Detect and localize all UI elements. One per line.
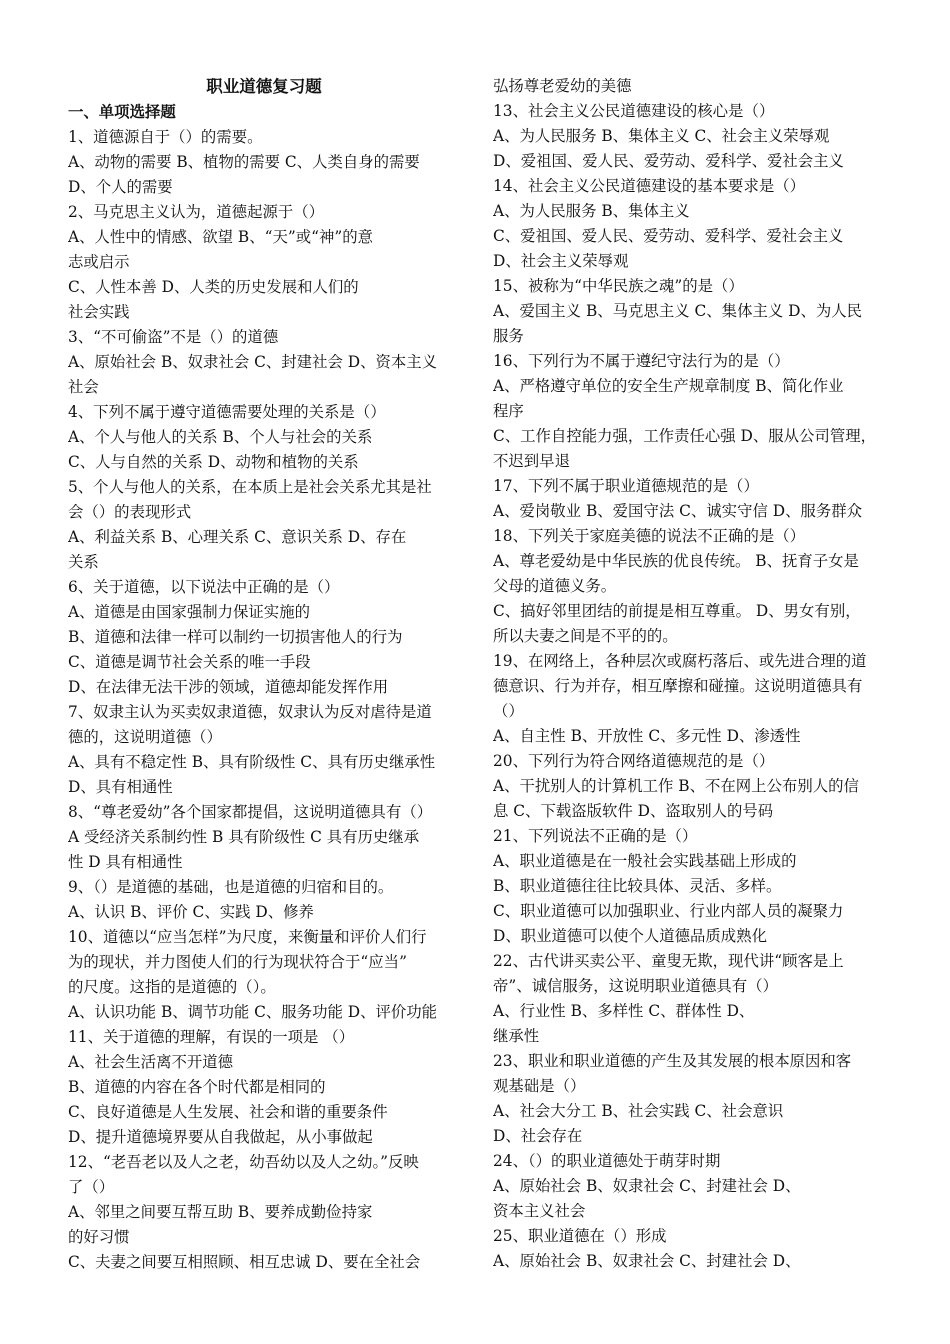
text-line: B、职业道德往往比较具体、灵活、多样。 bbox=[493, 877, 782, 895]
text-line: A、爱岗敬业 B、爱国守法 C、诚实守信 D、服务群众 bbox=[493, 502, 863, 520]
text-line: 9、（）是道德的基础，也是道德的归宿和目的。 bbox=[68, 878, 394, 896]
text-line: 8、“尊老爱幼”各个国家都提倡，这说明道德具有（） bbox=[68, 803, 433, 821]
text-line: 25、职业道德在（）形成 bbox=[493, 1227, 667, 1245]
text-line: C、道德是调节社会关系的唯一手段 bbox=[68, 653, 311, 671]
text-line: 19、在网络上，各种层次或腐朽落后、或先进合理的道 bbox=[493, 652, 867, 670]
text-line: A、具有不稳定性 B、具有阶级性 C、具有历史继承性 bbox=[68, 753, 436, 771]
text-line: A、社会大分工 B、社会实践 C、社会意识 bbox=[493, 1102, 784, 1120]
text-line: 服务 bbox=[493, 327, 524, 345]
text-line: 一、单项选择题 bbox=[68, 103, 176, 121]
text-line: A、原始社会 B、奴隶社会 C、封建社会 D、 bbox=[493, 1252, 801, 1270]
text-line: D、爱祖国、爱人民、爱劳动、爱科学、爱社会主义 bbox=[493, 152, 844, 170]
left-column bbox=[68, 74, 460, 1275]
text-line: D、社会存在 bbox=[493, 1127, 583, 1145]
text-line: A、社会生活离不开道德 bbox=[68, 1053, 234, 1071]
text-line: C、搞好邻里团结的前提是相互尊重。 D、男女有别， bbox=[493, 602, 861, 620]
text-line: A、行业性 B、多样性 C、群体性 D、 bbox=[493, 1002, 755, 1020]
text-line: 6、关于道德，以下说法中正确的是（） bbox=[68, 578, 340, 596]
text-line: A、原始社会 B、奴隶社会 C、封建社会 D、 bbox=[493, 1177, 801, 1195]
text-line: 社会 bbox=[68, 378, 99, 396]
text-line: D、提升道德境界要从自我做起，从小事做起 bbox=[68, 1128, 373, 1146]
text-line: 的尺度。这指的是道德的（）。 bbox=[68, 978, 276, 996]
text-line: 13、社会主义公民道德建设的核心是（） bbox=[493, 102, 775, 120]
text-line: 1、道德源自于（）的需要。 bbox=[68, 128, 263, 146]
text-line: A、认识功能 B、调节功能 C、服务功能 D、评价功能 bbox=[68, 1003, 438, 1021]
left-column-text bbox=[68, 100, 460, 1275]
text-line: C、良好道德是人生发展、社会和谐的重要条件 bbox=[68, 1103, 388, 1121]
text-line: 观基础是（） bbox=[493, 1077, 586, 1095]
text-line: C、职业道德可以加强职业、行业内部人员的凝聚力 bbox=[493, 902, 844, 920]
text-line: 关系 bbox=[68, 553, 99, 571]
text-line: D、社会主义荣辱观 bbox=[493, 252, 629, 270]
text-line: 性 D 具有相通性 bbox=[68, 853, 183, 871]
text-line: A、尊老爱幼是中华民族的优良传统。 B、抚育子女是 bbox=[493, 552, 859, 570]
text-line: 14、社会主义公民道德建设的基本要求是（） bbox=[493, 177, 806, 195]
text-line: B、道德和法律一样可以制约一切损害他人的行为 bbox=[68, 628, 403, 646]
text-line: 11、关于道德的理解，有误的一项是 （） bbox=[68, 1028, 355, 1046]
text-line: A、职业道德是在一般社会实践基础上形成的 bbox=[493, 852, 797, 870]
text-line: B、道德的内容在各个时代都是相同的 bbox=[68, 1078, 326, 1096]
text-line: 17、下列不属于职业道德规范的是（） bbox=[493, 477, 759, 495]
text-line: A、严格遵守单位的安全生产规章制度 B、简化作业 bbox=[493, 377, 844, 395]
text-line: 父母的道德义务。 bbox=[493, 577, 617, 595]
text-line: 24、（）的职业道德处于萌芽时期 bbox=[493, 1152, 721, 1170]
text-line: A、人性中的情感、欲望 B、“天”或“神”的意 bbox=[68, 228, 374, 246]
text-line: 继承性 bbox=[493, 1027, 540, 1045]
text-line: D、在法律无法干涉的领域，道德却能发挥作用 bbox=[68, 678, 389, 696]
text-line: 3、“不可偷盗”不是（）的道德 bbox=[68, 328, 279, 346]
text-line: C、爱祖国、爱人民、爱劳动、爱科学、爱社会主义 bbox=[493, 227, 844, 245]
text-line: （） bbox=[493, 702, 524, 720]
text-line: A、自主性 B、开放性 C、多元性 D、渗透性 bbox=[493, 727, 801, 745]
text-line: 帝”、诚信服务，这说明职业道德具有（） bbox=[493, 977, 778, 995]
text-line: 会（）的表现形式 bbox=[68, 503, 192, 521]
text-line: 5、个人与他人的关系，在本质上是社会关系尤其是社 bbox=[68, 478, 432, 496]
text-line: 了（） bbox=[68, 1178, 115, 1196]
text-line: A、为人民服务 B、集体主义 bbox=[493, 202, 690, 220]
text-line: 7、奴隶主认为买卖奴隶道德，奴隶认为反对虐待是道 bbox=[68, 703, 432, 721]
text-line: 息 C、下载盗版软件 D、盗取别人的号码 bbox=[493, 802, 774, 820]
text-line: 不迟到早退 bbox=[493, 452, 570, 470]
text-line: 21、下列说法不正确的是（） bbox=[493, 827, 698, 845]
text-line: A、利益关系 B、心理关系 C、意识关系 D、存在 bbox=[68, 528, 407, 546]
text-line: 社会实践 bbox=[68, 303, 130, 321]
text-line: 22、古代讲买卖公平、童叟无欺，现代讲“顾客是上 bbox=[493, 952, 844, 970]
text-line: C、工作自控能力强，工作责任心强 D、服从公司管理， bbox=[493, 427, 876, 445]
text-line: A、动物的需要 B、植物的需要 C、人类自身的需要 bbox=[68, 153, 420, 171]
text-line: 为的现状，并力图使人们的行为现状符合于“应当” bbox=[68, 953, 407, 971]
text-line: 20、下列行为符合网络道德规范的是（） bbox=[493, 752, 775, 770]
text-line: C、夫妻之间要互相照顾、相互忠诚 D、要在全社会 bbox=[68, 1253, 421, 1271]
text-line: C、人性本善 D、人类的历史发展和人们的 bbox=[68, 278, 359, 296]
text-line: D、个人的需要 bbox=[68, 178, 173, 196]
text-line: A、为人民服务 B、集体主义 C、社会主义荣辱观 bbox=[493, 127, 830, 145]
text-line: 德意识、行为并存，相互摩擦和碰撞。这说明道德具有 bbox=[493, 677, 863, 695]
text-line: 资本主义社会 bbox=[493, 1202, 586, 1220]
text-line: A、个人与他人的关系 B、个人与社会的关系 bbox=[68, 428, 373, 446]
text-line: A、邻里之间要互帮互助 B、要养成勤俭持家 bbox=[68, 1203, 373, 1221]
text-line: 12、“老吾老以及人之老，幼吾幼以及人之幼。”反映 bbox=[68, 1153, 419, 1171]
text-line: C、人与自然的关系 D、动物和植物的关系 bbox=[68, 453, 359, 471]
text-line: 程序 bbox=[493, 402, 524, 420]
text-line: D、职业道德可以使个人道德品质成熟化 bbox=[493, 927, 767, 945]
text-line: 的好习惯 bbox=[68, 1228, 130, 1246]
text-line: 4、下列不属于遵守道德需要处理的关系是（） bbox=[68, 403, 386, 421]
text-line: 15、被称为“中华民族之魂”的是（） bbox=[493, 277, 744, 295]
text-line: 10、道德以“应当怎样”为尺度，来衡量和评价人们行 bbox=[68, 928, 427, 946]
text-line: 2、马克思主义认为，道德起源于（） bbox=[68, 203, 325, 221]
text-line: A 受经济关系制约性 B 具有阶级性 C 具有历史继承 bbox=[68, 828, 420, 846]
text-line: 所以夫妻之间是不平的的。 bbox=[493, 627, 678, 645]
right-column-text bbox=[493, 74, 885, 1274]
right-column bbox=[493, 74, 885, 1274]
text-line: A、认识 B、评价 C、实践 D、修养 bbox=[68, 903, 314, 921]
text-line: D、具有相通性 bbox=[68, 778, 173, 796]
text-line: 16、下列行为不属于遵纪守法行为的是（） bbox=[493, 352, 790, 370]
text-line: A、原始社会 B、奴隶社会 C、封建社会 D、资本主义 bbox=[68, 353, 438, 371]
document-title: 职业道德复习题 bbox=[206, 77, 322, 96]
text-line: 18、下列关于家庭美德的说法不正确的是（） bbox=[493, 527, 806, 545]
text-line: 德的，这说明道德（） bbox=[68, 728, 222, 746]
text-line: A、道德是由国家强制力保证实施的 bbox=[68, 603, 310, 621]
text-line: 23、职业和职业道德的产生及其发展的根本原因和客 bbox=[493, 1052, 852, 1070]
text-line: A、爱国主义 B、马克思主义 C、集体主义 D、为人民 bbox=[493, 302, 863, 320]
text-line: 志或启示 bbox=[68, 253, 130, 271]
text-line: A、干扰别人的计算机工作 B、不在网上公布别人的信 bbox=[493, 777, 859, 795]
text-line: 弘扬尊老爱幼的美德 bbox=[493, 77, 632, 95]
